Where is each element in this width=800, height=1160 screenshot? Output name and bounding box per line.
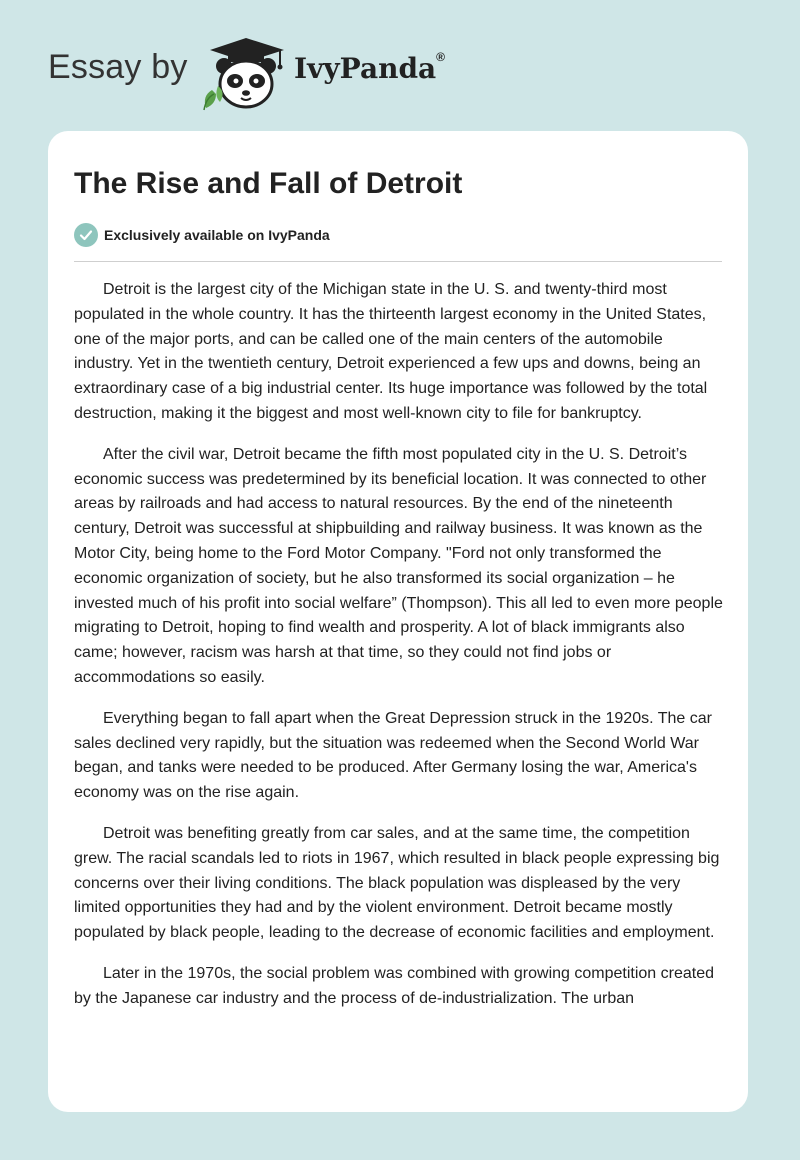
brand-name[interactable] xyxy=(294,52,445,85)
paragraph: After the civil war, Detroit became the fifth most populated city in the U. S. Detroit’s economic success was predetermined by its beneficial location. It was connected to other areas by railroads and had access to natural resources. By the end of the nineteenth century, Detroit was successful at shipbuilding and railway business. It was known as the Motor City, being home to the Ford Motor Company. "Ford not only transformed the economic organization of society, but he also transformed its social organization – he invested much of his profit into social welfare” (Thompson). This all led to even more people migrating to Detroit, hoping to find wealth and prosperity. A lot of black immigrants also came; however, racism was harsh at that time, so they could not find jobs or accommodations so easily. xyxy=(74,445,723,686)
paragraph: Later in the 1970s, the social problem was combined with growing competition created by the Japanese car industry and the process of de-industrialization. The urban xyxy=(74,964,714,1007)
essay-by-label: Essay by xyxy=(48,48,188,86)
essay-title: The Rise and Fall of Detroit xyxy=(74,167,463,200)
panda-logo-icon[interactable] xyxy=(200,36,290,112)
paragraph: Everything began to fall apart when the Great Depression struck in the 1920s. The car sales declined very rapidly, but the situation was redeemed when the Second World War began, and tanks were needed to be produced. After Germany losing the war, America's economy was on the rise again. xyxy=(74,709,712,802)
exclusive-badge-text: Exclusively available on IvyPanda xyxy=(104,227,330,243)
title-divider xyxy=(74,261,722,262)
exclusive-badge xyxy=(74,223,330,247)
essay-card xyxy=(48,131,748,1112)
paragraph: Detroit was benefiting greatly from car sales, and at the same time, the competition grew. The racial scandals led to riots in 1967, which resulted in black people expressing big concerns over their living conditions. The black population was displeased by the very limited opportunities they had and by the violent environment. Detroit became mostly populated by black people, leading to the decrease of economic facilities and employment. xyxy=(74,824,720,942)
paragraph: Detroit is the largest city of the Michigan state in the U. S. and twenty-third most populated in the whole country. It has the thirteenth largest economy in the United States, one of the major ports, and can be called one of the main centers of the automobile industry. Yet in the twentieth century, Detroit experienced a few ups and downs, being an extraordinary case of a big industrial center. Its huge importance was followed by the total destruction, making it the biggest and most well-known city to file for bankruptcy. xyxy=(74,281,708,422)
brand-name-text: IvyPanda xyxy=(294,52,437,85)
checkmark-icon xyxy=(74,223,98,247)
site-header xyxy=(48,30,568,110)
leaf-icon xyxy=(204,86,223,110)
essay-body xyxy=(74,278,724,1028)
trademark-symbol: ® xyxy=(436,50,446,64)
